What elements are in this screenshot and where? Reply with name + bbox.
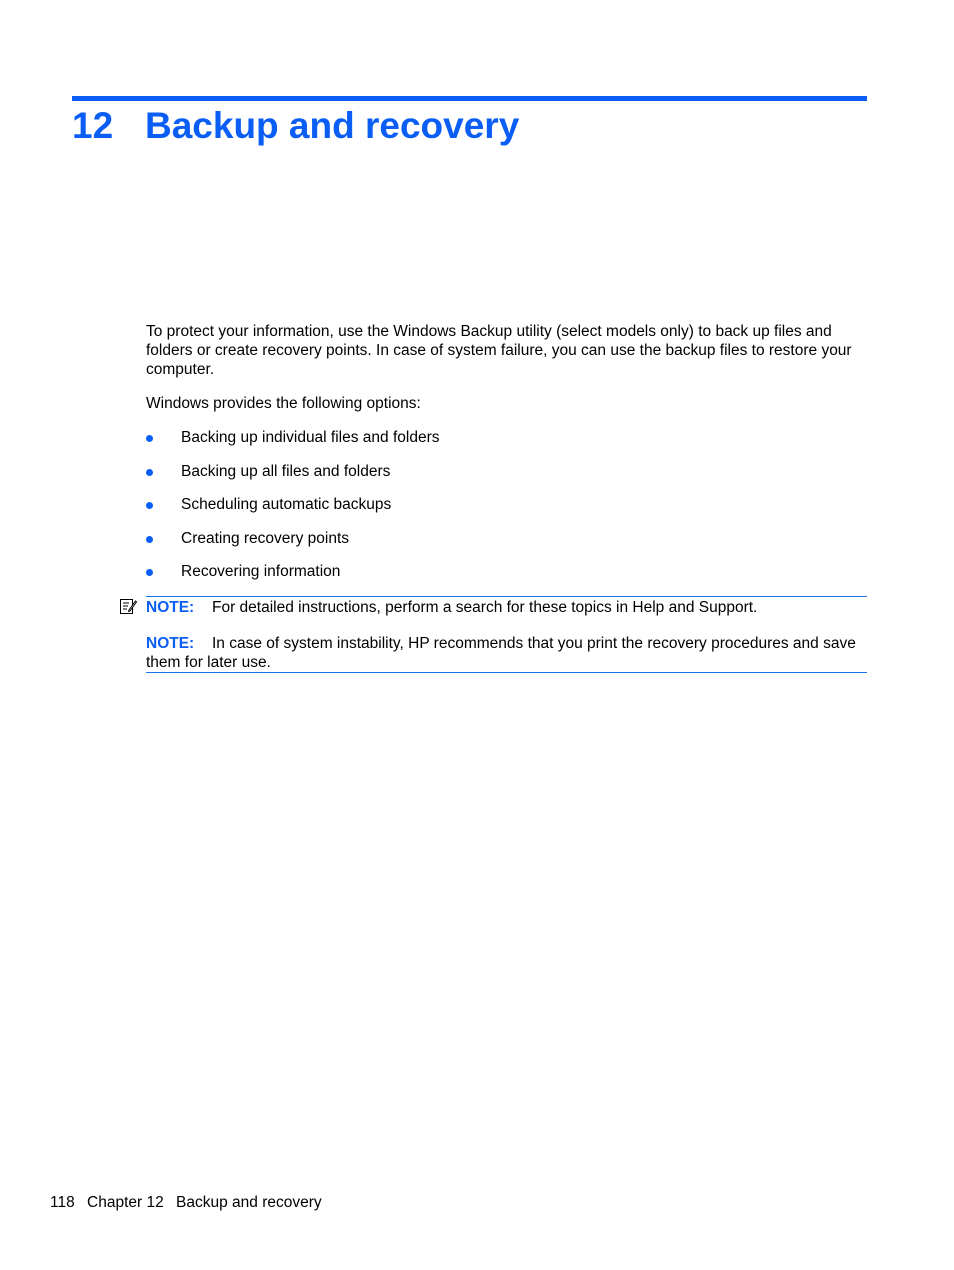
list-item	[146, 428, 867, 447]
options-lead-paragraph: Windows provides the following options:	[146, 395, 421, 412]
bullet-dot-icon	[146, 469, 153, 476]
chapter-number: 12	[72, 105, 114, 146]
note-box	[146, 596, 867, 673]
note-text: For detailed instructions, perform a search for these topics in Help and Support.	[212, 599, 758, 616]
list-item	[146, 495, 867, 514]
bullet-dot-icon	[146, 502, 153, 509]
list-item	[146, 462, 867, 481]
intro-paragraph: To protect your information, use the Windows Backup utility (select models only) to back up files and folders or create recovery points. In case of system failure, you can use the backup files to restore your computer.	[146, 323, 852, 378]
list-item-text: Backing up individual files and folders	[181, 429, 440, 446]
note-label: NOTE:	[146, 599, 195, 616]
list-item-text: Backing up all files and folders	[181, 462, 391, 480]
note-label: NOTE:	[146, 635, 195, 652]
bullet-dot-icon	[146, 435, 153, 442]
bullet-dot-icon	[146, 569, 153, 576]
list-item-text: Recovering information	[181, 563, 341, 580]
footer-chapter-label: Chapter 12	[87, 1194, 164, 1211]
page-footer	[50, 1193, 330, 1212]
note-2	[146, 634, 867, 672]
note-1	[146, 598, 867, 617]
bullet-dot-icon	[146, 536, 153, 543]
chapter-title: Backup and recovery	[145, 105, 520, 146]
list-item-text: Scheduling automatic backups	[181, 496, 392, 513]
chapter-heading	[72, 100, 519, 152]
note-text: In case of system instability, HP recommends that you print the recovery procedures and save them for later use.	[146, 635, 856, 671]
footer-chapter-title: Backup and recovery	[176, 1194, 322, 1211]
options-list	[146, 428, 867, 596]
list-item-text: Creating recovery points	[181, 529, 349, 547]
list-item	[146, 562, 867, 581]
note-pencil-icon	[119, 597, 137, 615]
page-number: 118	[50, 1194, 75, 1211]
list-item	[146, 529, 867, 548]
